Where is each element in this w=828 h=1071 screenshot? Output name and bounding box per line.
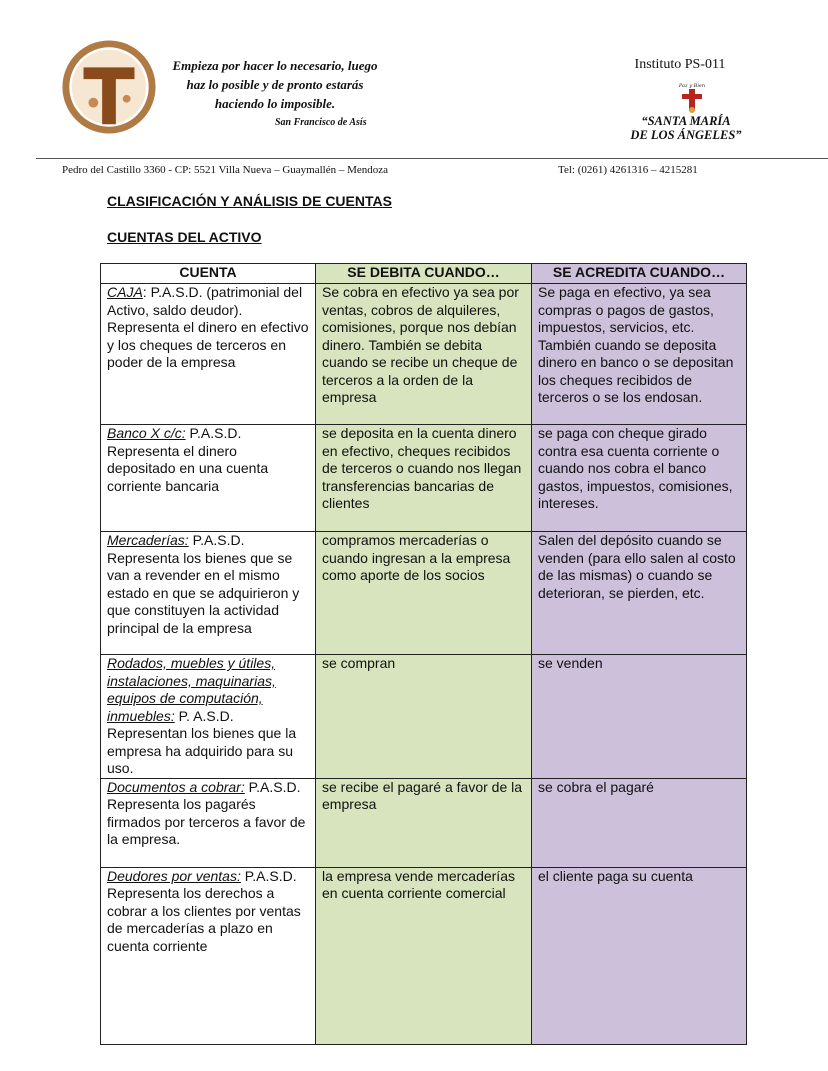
table-row bbox=[101, 425, 747, 532]
table-row bbox=[101, 655, 747, 779]
account-name: Banco X c/c: bbox=[107, 425, 186, 441]
account-cell bbox=[101, 867, 316, 1044]
debit-cell: se deposita en la cuenta dinero en efectivo, cheques recibidos de terceros o cuando nos llegan transferencias bancarias de clientes bbox=[316, 425, 532, 532]
account-cell bbox=[101, 284, 316, 425]
franciscan-tau-logo bbox=[60, 38, 158, 136]
credit-cell: Salen del depósito cuando se venden (para ello salen al costo de las mismas) o cuando se deterioran, se pierden, etc. bbox=[532, 532, 747, 655]
table-row bbox=[101, 532, 747, 655]
account-name: Rodados, muebles y útiles, instalaciones, maquinarias, equipos de computación, inmuebles: bbox=[107, 655, 276, 724]
institute-name: Instituto PS-011 bbox=[634, 57, 726, 72]
account-description: : P.A.S.D. (patrimonial del Activo, saldo deudor). Representa el dinero en efectivo y los cheques de terceros en poder de la empresa bbox=[107, 284, 309, 370]
credit-cell: se venden bbox=[532, 655, 747, 779]
account-cell bbox=[101, 425, 316, 532]
account-cell bbox=[101, 778, 316, 867]
table-header-row bbox=[101, 264, 747, 284]
credit-cell: se cobra el pagaré bbox=[532, 778, 747, 867]
quote-line: haz lo posible y de pronto estarás bbox=[186, 77, 364, 92]
address: Pedro del Castillo 3360 - CP: 5521 Villa Nueva – Guaymallén – Mendoza bbox=[62, 164, 389, 176]
account-name: CAJA bbox=[107, 284, 143, 300]
table-row bbox=[101, 284, 747, 425]
header-divider bbox=[36, 158, 828, 159]
document-title: CLASIFICACIÓN Y ANÁLISIS DE CUENTAS bbox=[107, 193, 392, 209]
header-debita: SE DEBITA CUANDO… bbox=[316, 264, 532, 284]
credit-cell: Se paga en efectivo, ya sea compras o pagos de gastos, impuestos, servicios, etc. También cuando se deposita dinero en banco o se depositan los cheques recibidos de terceros o se los endosan. bbox=[532, 284, 747, 425]
accounts-table bbox=[100, 263, 747, 1045]
debit-cell: se compran bbox=[316, 655, 532, 779]
debit-cell: compramos mercaderías o cuando ingresan a la empresa como aporte de los socios bbox=[316, 532, 532, 655]
quote-signature: San Francisco de Asís bbox=[275, 117, 367, 128]
debit-cell: se recibe el pagaré a favor de la empresa bbox=[316, 778, 532, 867]
institute-title-line2: DE LOS ÁNGELES” bbox=[630, 128, 742, 142]
account-description: P. A.S.D. Representan los bienes que la empresa ha adquirido para su uso. bbox=[107, 707, 297, 776]
debit-cell: Se cobra en efectivo ya sea por ventas, cobros de alquileres, comisiones, porque nos debían dinero. También se debita cuando se recibe un cheque de terceros a la orden de la empresa bbox=[316, 284, 532, 425]
crest-cross-icon bbox=[674, 80, 710, 114]
account-name: Documentos a cobrar: bbox=[107, 778, 245, 795]
quote-line: Empieza por hacer lo necesario, luego bbox=[172, 58, 378, 73]
account-description: P.A.S.D. Representa los pagarés firmados por terceros a favor de la empresa. bbox=[107, 778, 306, 847]
account-description: P.A.S.D. Representa los derechos a cobrar a los clientes por ventas de mercaderías a plazo en cuenta corriente bbox=[107, 867, 301, 954]
institute-title-line1: “SANTA MARÍA bbox=[641, 114, 731, 128]
phone: Tel: (0261) 4261316 – 4215281 bbox=[558, 164, 698, 176]
account-cell bbox=[101, 532, 316, 655]
header-cuenta: CUENTA bbox=[101, 264, 316, 284]
crest-caption: Paz y Bien bbox=[678, 83, 706, 89]
quote bbox=[150, 56, 400, 113]
account-description: P.A.S.D. Representa los bienes que se van a revender en el mismo estado en que se adquirieron y que constituyen la actividad principal de la empresa bbox=[107, 532, 300, 636]
account-cell bbox=[101, 655, 316, 779]
credit-cell: se paga con cheque girado contra esa cuenta corriente o cuando nos cobra el banco gastos, impuestos, comisiones, intereses. bbox=[532, 425, 747, 532]
table-row bbox=[101, 867, 747, 1044]
account-description: P.A.S.D. Representa el dinero depositado en una cuenta corriente bancaria bbox=[107, 425, 269, 494]
table-row bbox=[101, 778, 747, 867]
header-acredita: SE ACREDITA CUANDO… bbox=[532, 264, 747, 284]
account-name: Deudores por ventas: bbox=[107, 867, 241, 884]
section-title: CUENTAS DEL ACTIVO bbox=[107, 229, 262, 245]
credit-cell: el cliente paga su cuenta bbox=[532, 867, 747, 1044]
debit-cell: la empresa vende mercaderías en cuenta corriente comercial bbox=[316, 867, 532, 1044]
account-name: Mercaderías: bbox=[107, 532, 189, 548]
quote-line: haciendo lo imposible. bbox=[214, 96, 336, 111]
